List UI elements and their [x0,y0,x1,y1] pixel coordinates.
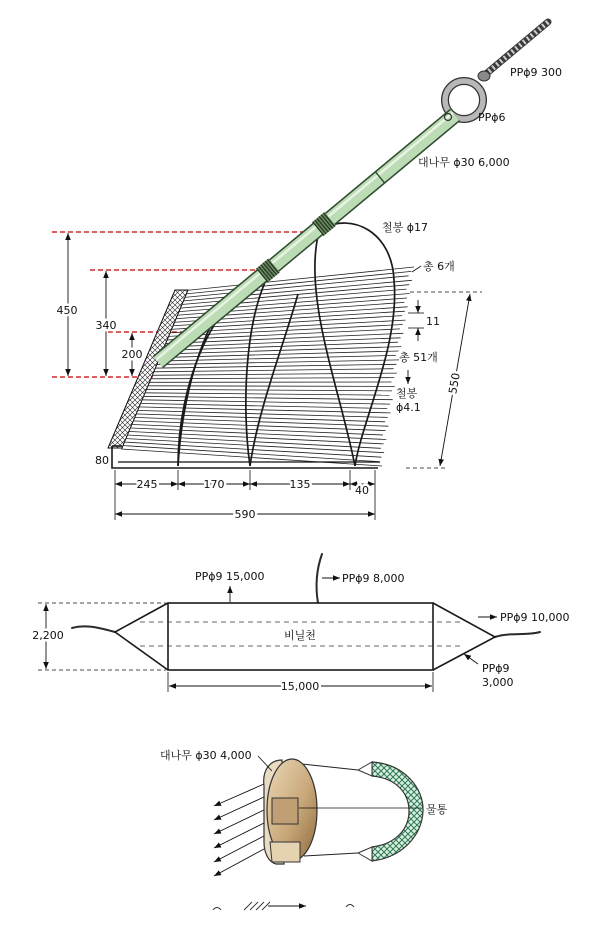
dim-label-590: 590 [234,508,256,521]
dim-label-length: 15,000 [280,680,320,693]
rake-side-panel [108,290,188,448]
rod-label-line2: ϕ4.1 [396,401,421,414]
water-tank [358,762,423,861]
dim-label-450: 450 [56,304,78,317]
dim-label-550: 550 [446,371,463,395]
tank-rope-lower [304,853,358,856]
dim-label-170: 170 [203,478,225,491]
rope-label: PPϕ9 300 [510,66,563,79]
cone-rope-label-line2: 3,000 [482,676,514,689]
net-left-cone [115,603,168,670]
dim-label-height: 2,200 [32,629,64,642]
cone-rope-arrow [464,654,478,664]
float-board [264,759,317,864]
pole-label: 대나무 ϕ30 6,000 [418,156,510,169]
flow-wave-left [213,908,221,911]
board-label-leader [258,756,272,771]
current-arrow-6 [214,849,264,876]
pole-body [158,115,455,362]
ring-label: PPϕ6 [478,111,506,124]
flow-marks [213,902,354,910]
board-bottom-block [270,842,300,862]
rake-bar [150,369,393,372]
current-arrow-3 [214,810,264,834]
right-rope-label: PPϕ9 10,000 [500,611,570,624]
arch-rod-label: 철봉 ϕ17 [382,221,429,234]
riser-rope [317,554,322,603]
dim-label-200: 200 [121,348,143,361]
rod-label-line1: 철봉 [396,387,418,400]
net-right-cone [433,603,495,670]
pole-highlight [156,113,453,360]
dim-label-340: 340 [95,319,117,332]
tank-bottom-tip [358,847,372,861]
riser-rope-label: PPϕ9 8,000 [342,572,405,585]
current-arrow-2 [214,797,264,820]
figure-rake [52,22,562,521]
top-rope-label: PPϕ9 15,000 [195,570,265,583]
width-dimensions [115,470,375,521]
tank-top-tip [358,762,372,776]
net-material-label: 비닐천 [284,629,316,642]
bar-spacing-label: 11 [426,315,440,328]
right-rope [495,632,540,637]
rib-right-inner [315,236,355,466]
top-bar-count-label: 총 6개 [423,260,455,273]
figure-net-bag [32,554,569,693]
flow-wave-right [346,905,354,908]
current-arrows [214,784,264,876]
figure-board-tank [160,748,448,910]
tank-rope-upper [302,764,358,770]
rake-bar [141,396,393,399]
rake-bar [158,342,398,351]
board-square [272,798,298,824]
current-arrow-4 [214,823,264,848]
cone-rope-label-line1: PPϕ9 [482,662,510,675]
rake-bar [156,351,399,358]
dim-label-40: 40 [355,484,369,497]
tank-net-arc [372,762,423,861]
left-rope [72,626,115,632]
bamboo-pole [156,113,455,362]
dim-label-135: 135 [289,478,311,491]
rope-knot [478,71,490,81]
current-arrow-5 [214,836,264,862]
dim-label-245: 245 [136,478,158,491]
current-arrow-1 [214,784,264,806]
board-pole-label: 대나무 ϕ30 4,000 [160,749,252,762]
dim-label-80: 80 [95,454,109,467]
bar-count-label: 총 51개 [399,351,438,364]
tank-label: 물통 [426,803,448,816]
